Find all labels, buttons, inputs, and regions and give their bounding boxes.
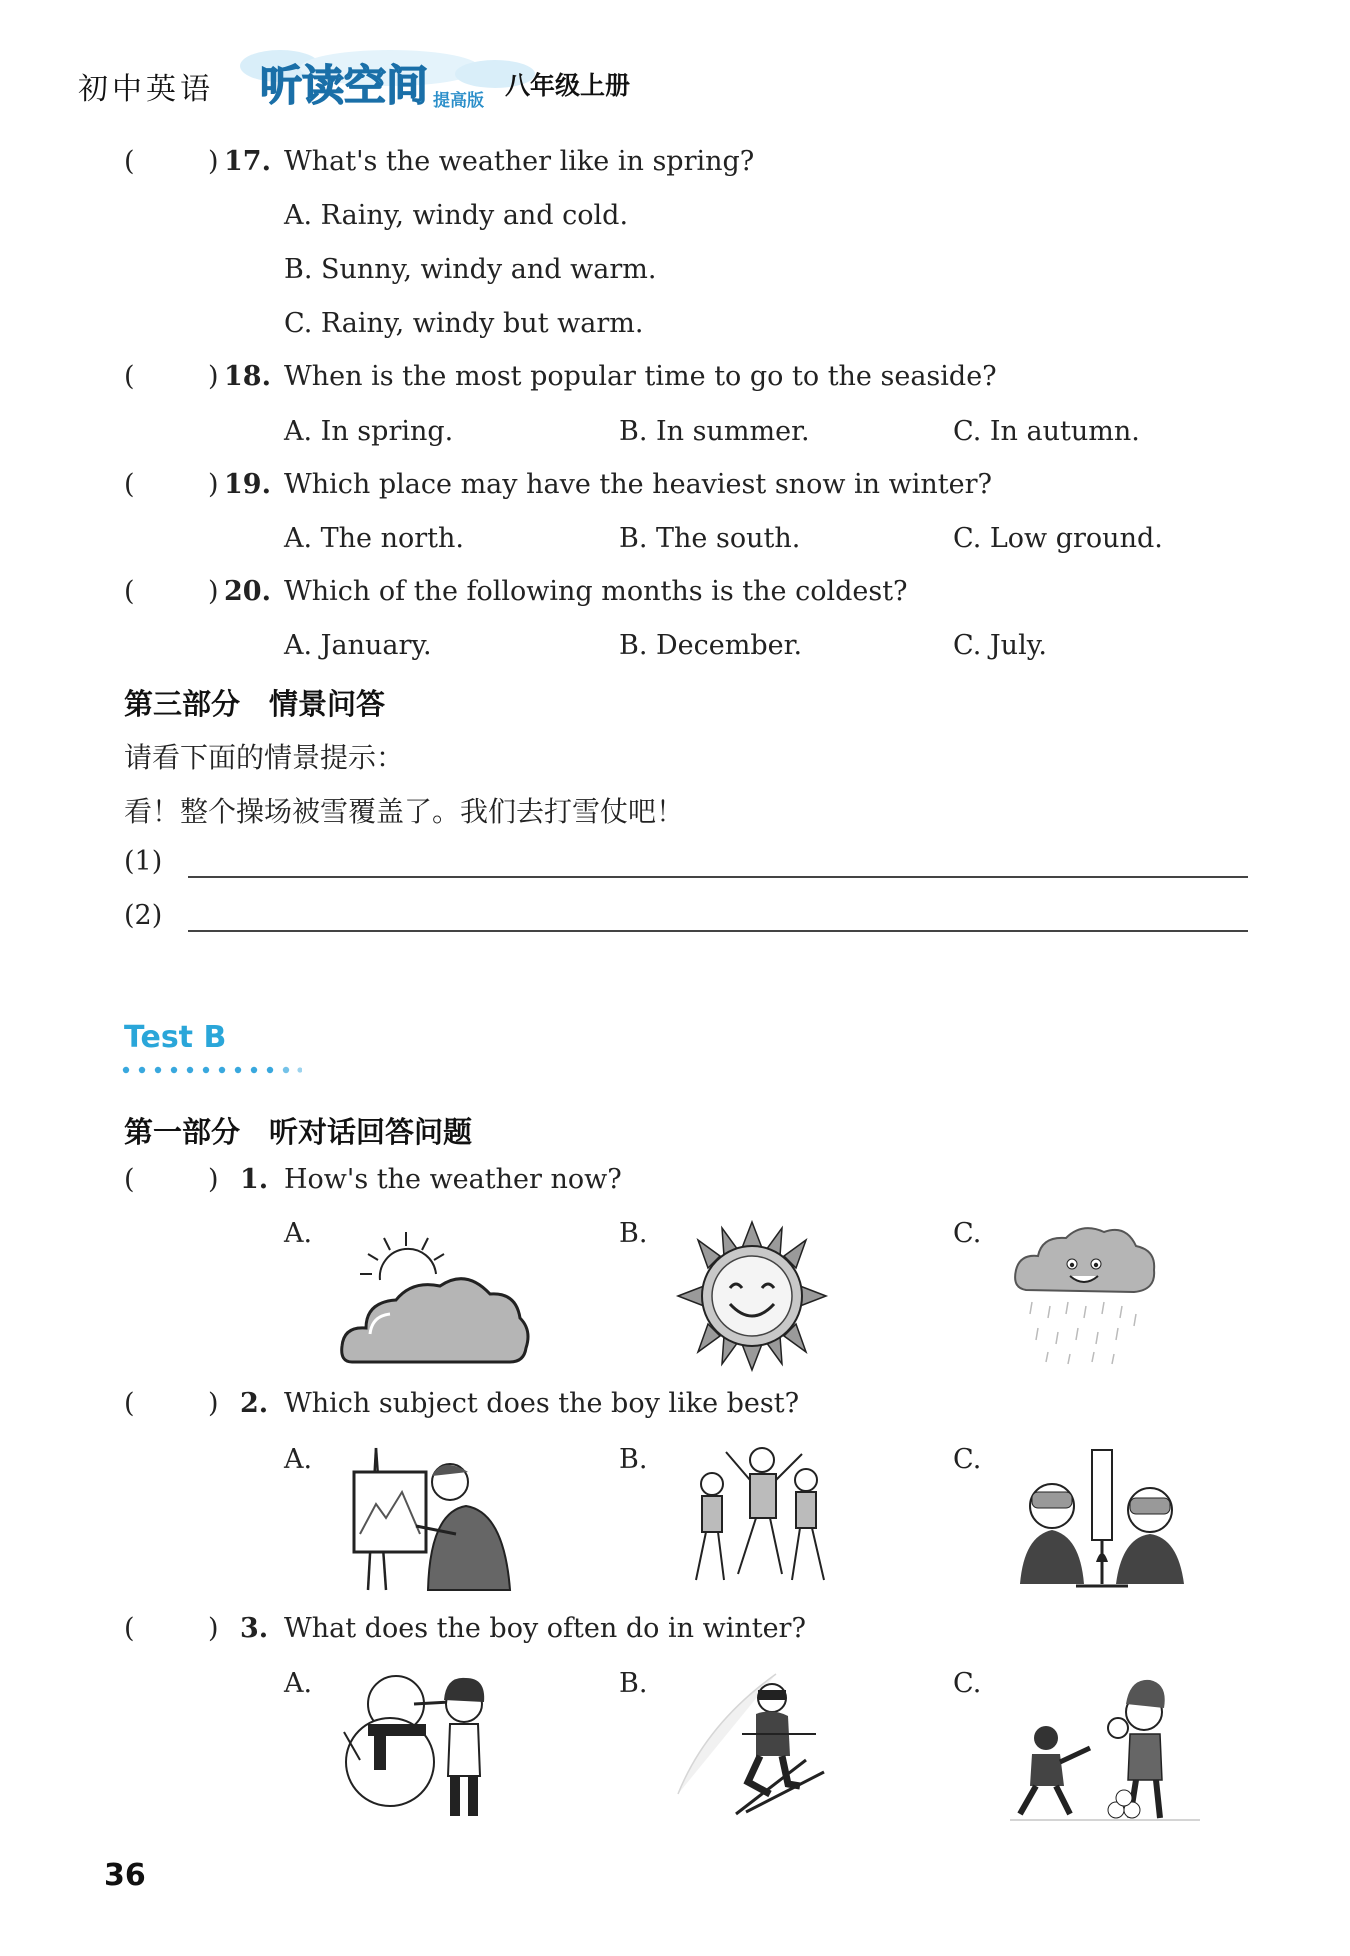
cloudy-icon [340,1222,530,1370]
option-label-c: C. [953,1668,982,1699]
answer-number-1: (1) [124,846,163,877]
option-c: C. In autumn. [953,416,1140,447]
question-text: Which of the following months is the coldest? [284,576,908,607]
question-number: 20. [224,576,271,607]
page-header [78,48,778,118]
dotted-divider [122,1066,302,1074]
question-text: Which subject does the boy like best? [284,1388,800,1419]
question-number: 17. [224,146,271,177]
pe-exercise-icon [682,1444,834,1592]
answer-paren-close: ) [208,361,219,392]
option-b: B. December. [619,630,803,661]
answer-paren-close: ) [208,1388,219,1419]
answer-paren-close: ) [208,146,219,177]
rainy-icon [1010,1218,1160,1368]
answer-paren-close: ) [208,1164,219,1195]
answer-paren-open: ( [124,146,135,177]
option-a: A. In spring. [284,416,454,447]
series-title: 初中英语 [78,72,214,107]
option-label-b: B. [619,1218,648,1249]
option-a: A. The north. [284,523,464,554]
option-c: C. July. [953,630,1047,661]
svg-text:听读空间: 听读空间 [260,61,429,110]
option-c: C. Rainy, windy but warm. [284,308,644,339]
question-number: 19. [224,469,271,500]
option-a: A. January. [284,630,432,661]
answer-paren-open: ( [124,361,135,392]
option-label-c: C. [953,1218,982,1249]
option-b: B. Sunny, windy and warm. [284,254,657,285]
option-label-b: B. [619,1444,648,1475]
painting-icon [346,1442,516,1592]
question-number: 1. [240,1164,269,1195]
option-label-b: B. [619,1668,648,1699]
option-label-a: A. [284,1668,313,1699]
scenario-prompt: 请看下面的情景提示： [124,741,405,774]
section-title-part3: 第三部分 情景问答 [124,687,386,721]
question-text: When is the most popular time to go to the seaside? [284,361,997,392]
option-c: C. Low ground. [953,523,1163,554]
snowball-fight-icon [1010,1664,1200,1824]
answer-paren-close: ) [208,469,219,500]
answer-paren-open: ( [124,1388,135,1419]
answer-paren-open: ( [124,1164,135,1195]
option-label-c: C. [953,1444,982,1475]
snowman-icon [340,1668,510,1818]
answer-line-1[interactable] [188,874,1248,878]
sunny-icon [672,1218,832,1374]
question-number: 3. [240,1613,269,1644]
grade-label: 八年级上册 [505,71,631,100]
answer-line-2[interactable] [188,928,1248,932]
question-number: 2. [240,1388,269,1419]
option-label-a: A. [284,1444,313,1475]
option-b: B. The south. [619,523,801,554]
question-text: How's the weather now? [284,1164,622,1195]
option-a: A. Rainy, windy and cold. [284,200,629,231]
answer-number-2: (2) [124,900,163,931]
question-text: What's the weather like in spring? [284,146,755,177]
option-b: B. In summer. [619,416,810,447]
question-text: What does the boy often do in winter? [284,1613,806,1644]
question-number: 18. [224,361,271,392]
answer-paren-open: ( [124,576,135,607]
edition-label: 提高版 [433,91,484,111]
logo-icon [240,46,540,116]
answer-paren-close: ) [208,576,219,607]
answer-paren-open: ( [124,469,135,500]
scenario-text: 看！整个操场被雪覆盖了。我们去打雪仗吧！ [124,795,685,828]
section-title-part1: 第一部分 听对话回答问题 [124,1115,473,1149]
skiing-icon [676,1664,838,1820]
test-b-heading: Test B [124,1020,227,1055]
answer-paren-close: ) [208,1613,219,1644]
option-label-a: A. [284,1218,313,1249]
answer-paren-open: ( [124,1613,135,1644]
chemistry-lab-icon [1016,1444,1186,1594]
question-text: Which place may have the heaviest snow in winter? [284,469,992,500]
page-number: 36 [104,1858,146,1893]
